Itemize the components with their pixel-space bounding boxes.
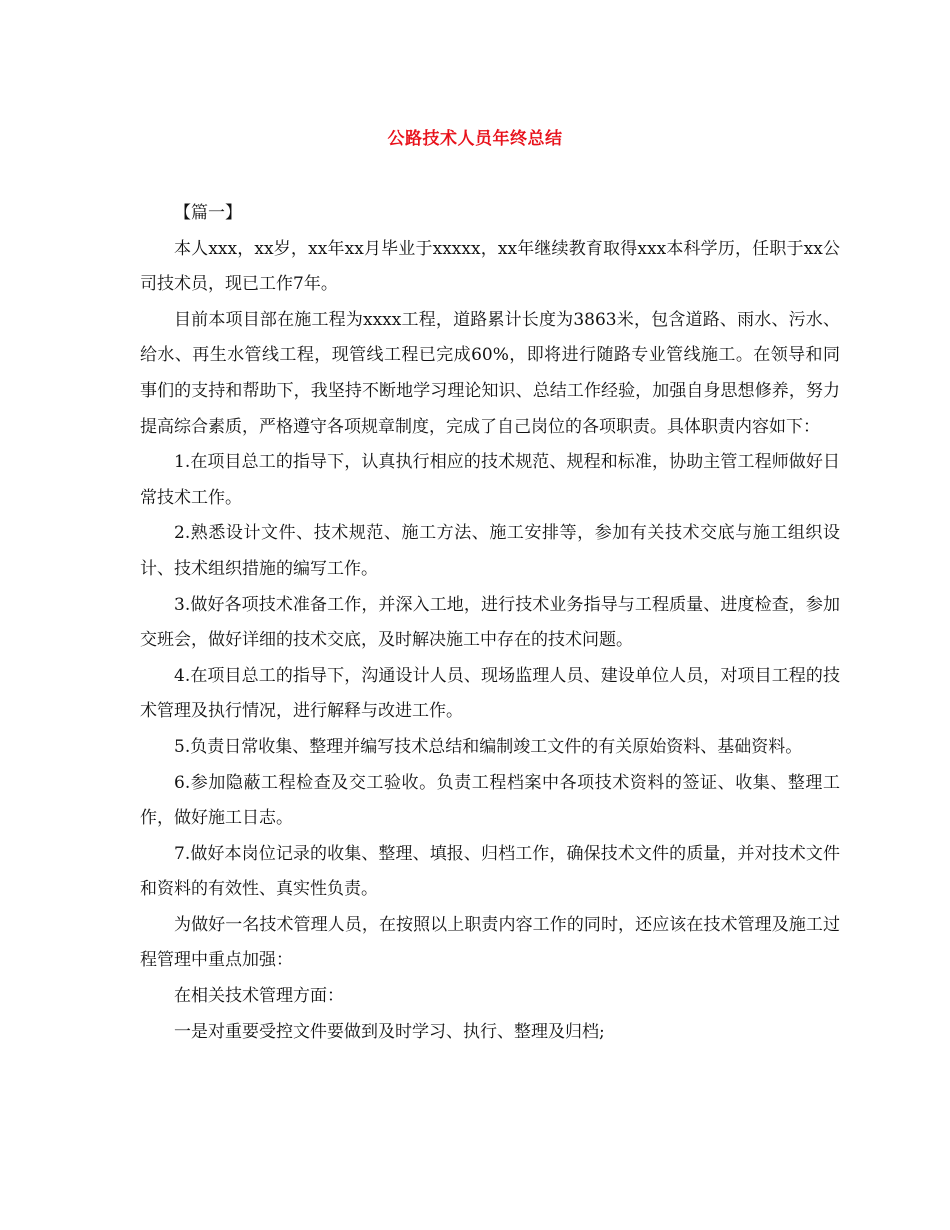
paragraph-project: 目前本项目部在施工程为xxxx工程，道路累计长度为3863米，包含道路、雨水、污水、给水、再生水管线工程，现管线工程已完成60%，即将进行随路专业管线施工。在领导和同事们的支持和帮助下，我坚持不断地学习理论知识、总结工作经验，加强自身思想修养，努力提高综合素质，严格遵守各项规章制度，完成了自己岗位的各项职责。具体职责内容如下： [140,309,840,437]
paragraph-duty-5: 5.负责日常收集、整理并编写技术总结和编制竣工文件的有关原始资料、基础资料。 [174,736,803,757]
paragraph-tech-mgmt: 在相关技术管理方面： [174,986,344,1007]
paragraph-duty-6: 6.参加隐蔽工程检查及交工验收。负责工程档案中各项技术资料的签证、收集、整理工作，做好施工日志。 [140,772,840,829]
paragraph-duty-7: 7.做好本岗位记录的收集、整理、填报、归档工作，确保技术文件的质量，并对技术文件和资料的有效性、真实性负责。 [140,843,840,900]
document-body [140,196,840,1050]
section-heading: 【篇一】 [174,203,242,223]
paragraph-duty-3: 3.做好各项技术准备工作，并深入工地，进行技术业务指导与工程质量、进度检查，参加交班会，做好详细的技术交底，及时解决施工中存在的技术问题。 [140,594,840,651]
paragraph-intro: 本人xxx，xx岁，xx年xx月毕业于xxxxx，xx年继续教育取得xxx本科学历，任职于xx公司技术员，现已工作7年。 [140,238,840,295]
paragraph-duty-1: 1.在项目总工的指导下，认真执行相应的技术规范、规程和标准，协助主管工程师做好日常技术工作。 [140,452,840,508]
paragraph-duty-4: 4.在项目总工的指导下，沟通设计人员、现场监理人员、建设单位人员，对项目工程的技术管理及执行情况，进行解释与改进工作。 [140,665,840,722]
document-title: 公路技术人员年终总结 [387,129,563,149]
paragraph-duty-2: 2.熟悉设计文件、技术规范、施工方法、施工安排等，参加有关技术交底与施工组织设计、技术组织措施的编写工作。 [140,523,840,579]
paragraph-focus: 为做好一名技术管理人员，在按照以上职责内容工作的同时，还应该在技术管理及施工过程管理中重点加强： [140,914,840,971]
paragraph-point-1: 一是对重要受控文件要做到及时学习、执行、整理及归档; [174,1021,605,1042]
